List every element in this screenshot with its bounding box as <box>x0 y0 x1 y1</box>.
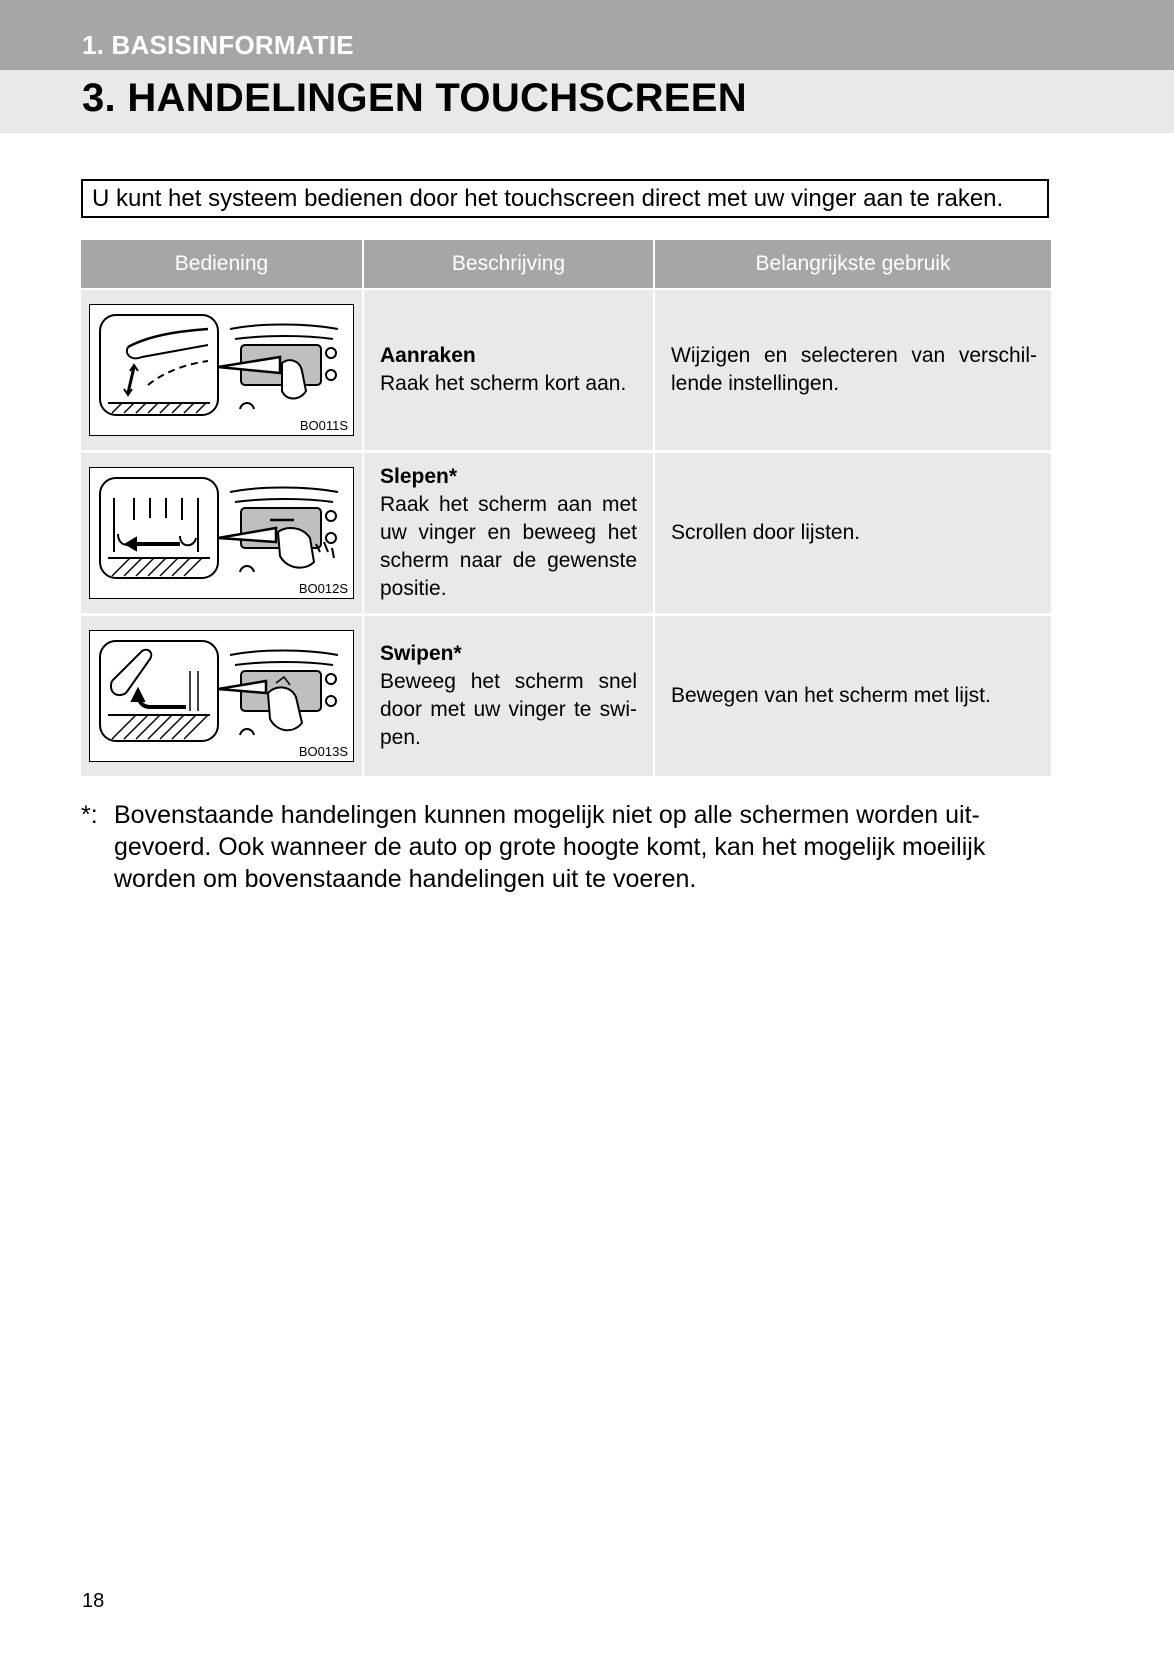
description-cell <box>363 615 654 777</box>
image-code: BO012S <box>298 581 348 596</box>
swipe-gesture-icon <box>89 630 354 762</box>
operation-description: Raak het scherm kort aan. <box>380 372 627 395</box>
table-row <box>81 452 1051 615</box>
footnote <box>81 799 1041 895</box>
column-header: Bediening <box>81 240 363 289</box>
table-row <box>81 289 1051 452</box>
column-header: Belangrijkste gebruik <box>654 240 1051 289</box>
operation-title: Aanraken <box>380 344 476 367</box>
operation-cell <box>81 289 363 452</box>
section-label: 1. BASISINFORMATIE <box>82 30 354 60</box>
operation-title: Slepen* <box>380 465 458 488</box>
footnote-marker: *: <box>81 801 98 829</box>
usage-cell <box>654 452 1051 615</box>
tap-gesture-icon <box>89 304 354 436</box>
usage-text: Scrollen door lijsten. <box>671 521 861 544</box>
usage-text: Wijzigen en selecteren van verschil-lende instellingen. <box>671 344 1037 395</box>
usage-cell <box>654 289 1051 452</box>
operation-title: Swipen* <box>380 642 462 665</box>
operation-cell <box>81 452 363 615</box>
intro-text: U kunt het systeem bedienen door het touchscreen direct met uw vinger aan te raken. <box>92 185 1004 212</box>
description-cell <box>363 452 654 615</box>
image-code: BO013S <box>298 744 348 759</box>
usage-text: Bewegen van het scherm met lijst. <box>671 684 991 707</box>
operations-table <box>81 240 1051 776</box>
column-header: Beschrijving <box>363 240 654 289</box>
description-cell <box>363 289 654 452</box>
table-row <box>81 615 1051 777</box>
image-code: BO011S <box>299 418 348 433</box>
page-title: 3. HANDELINGEN TOUCHSCREEN <box>82 76 747 120</box>
intro-box <box>81 179 1049 218</box>
table-header-row <box>81 240 1051 289</box>
operation-description: Beweeg het scherm snel door met uw vinger te swi-pen. <box>380 670 637 749</box>
operation-description: Raak het scherm aan met uw vinger en beweeg het scherm naar de gewenste positie. <box>380 493 637 600</box>
operation-cell <box>81 615 363 777</box>
drag-gesture-icon <box>89 467 354 599</box>
page-number: 18 <box>82 1590 105 1612</box>
footnote-text: Bovenstaande handelingen kunnen mogelijk niet op alle schermen worden uit-gevoerd. Ook wanneer de auto op grote hoogte komt, kan het mogelijk moeilijk worden om bovenstaande handelingen uit te voeren. <box>114 801 986 893</box>
usage-cell <box>654 615 1051 777</box>
